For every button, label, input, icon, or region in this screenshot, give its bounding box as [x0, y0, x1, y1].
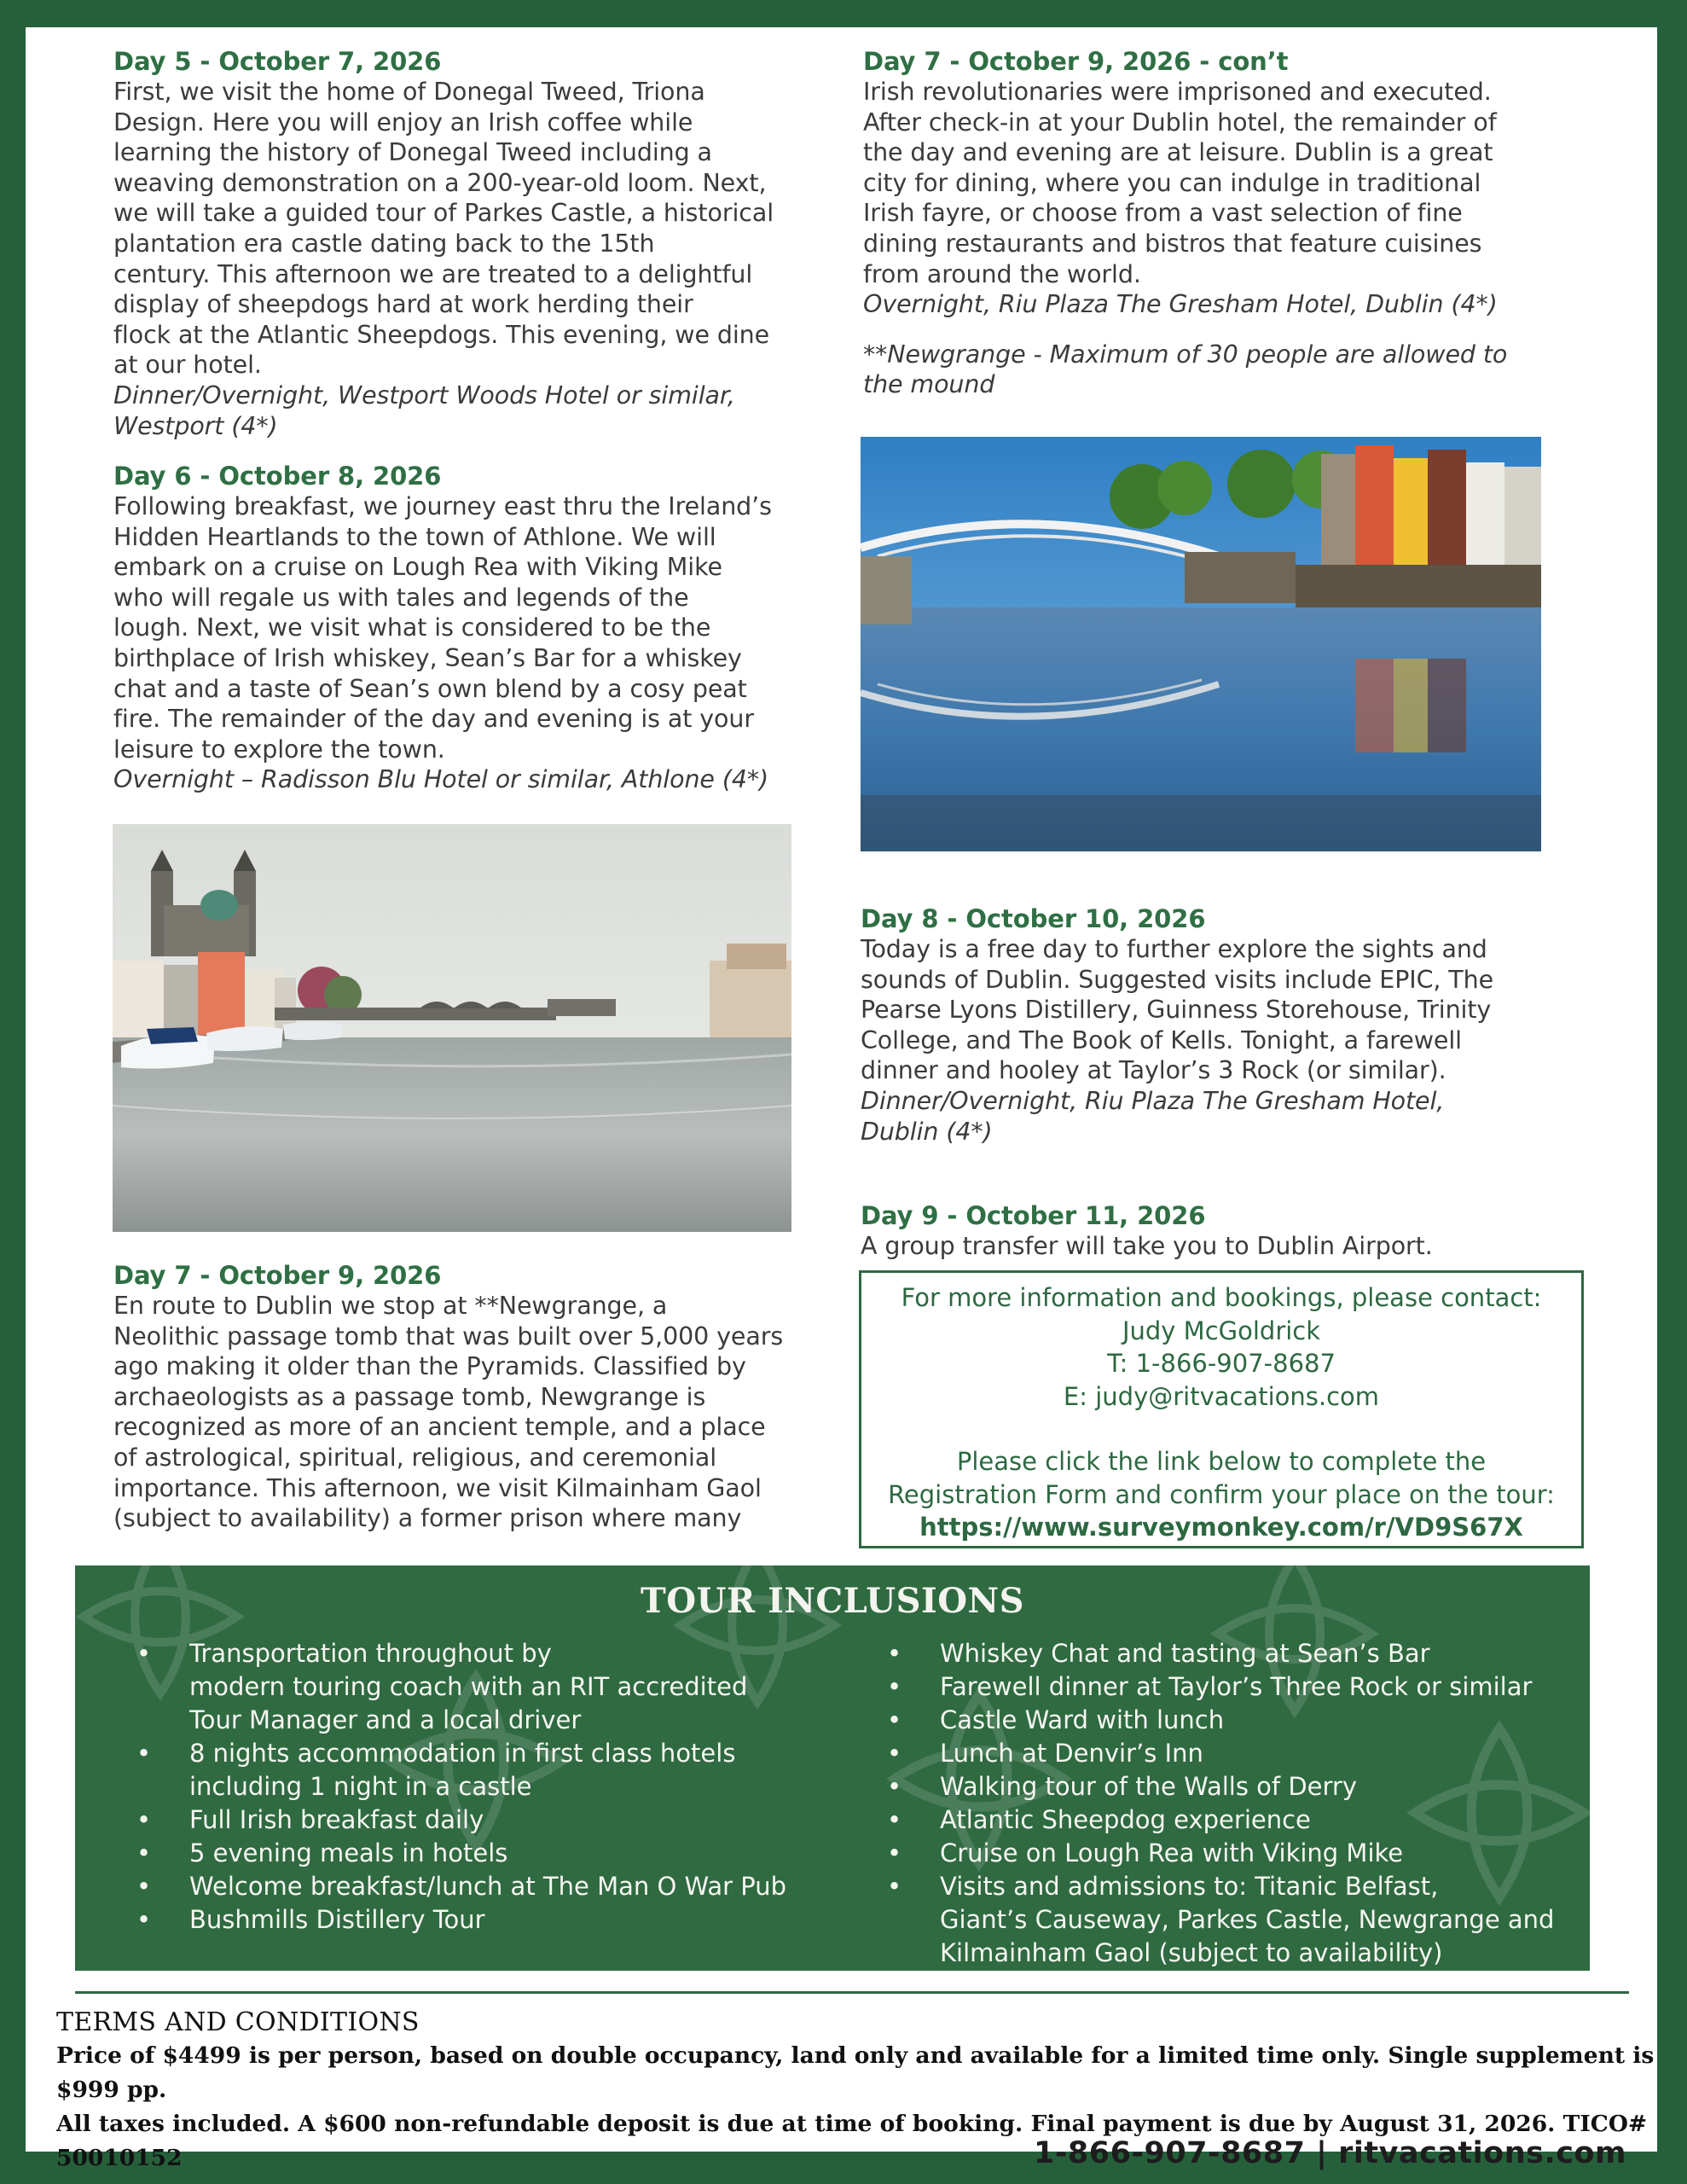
- day7-line: of astrological, spiritual, religious, and ceremonial: [113, 1443, 717, 1472]
- day5-stay-line: Dinner/Overnight, Westport Woods Hotel or similar,: [113, 380, 735, 410]
- inclusion-text: • 5 evening meals in hotels: [189, 1838, 508, 1867]
- dublin-illustration: [861, 437, 1541, 851]
- day7-line: archaeologists as a passage tomb, Newgrange is: [113, 1382, 706, 1411]
- newgrange-note-line: the mound: [863, 370, 995, 399]
- day6-line: chat and a taste of Sean’s own blend by a cosy peat: [113, 674, 747, 703]
- day9-section: [861, 1200, 1611, 1262]
- day7-cont-line: Irish fayre, or choose from a vast selection of fine: [863, 199, 1463, 228]
- inclusion-item: [887, 1770, 1569, 1804]
- day7-cont-line: from around the world.: [863, 259, 1141, 288]
- inclusion-text: Giant’s Causeway, Parkes Castle, Newgrange and: [940, 1905, 1555, 1934]
- inclusions-right-list: [887, 1637, 1569, 1970]
- day5-line: plantation era castle dating back to the 15th: [113, 229, 655, 258]
- contact-cta-line: Registration Form and confirm your place on the tour:: [888, 1479, 1555, 1509]
- day8-line: College, and The Book of Kells. Tonight, a farewell: [861, 1025, 1462, 1054]
- contact-heading: For more information and bookings, please contact:: [901, 1283, 1542, 1312]
- inclusion-text: • Full Irish breakfast daily: [189, 1805, 484, 1834]
- inclusion-text: • Welcome breakfast/lunch at The Man O War Pub: [189, 1872, 787, 1901]
- day7-line: Neolithic passage tomb that was built over 5,000 years: [113, 1321, 784, 1350]
- contact-cta-line: Please click the link below to complete the: [956, 1447, 1487, 1476]
- inclusion-item: [136, 1737, 836, 1804]
- day5-line: we will take a guided tour of Parkes Castle, a historical: [113, 199, 774, 228]
- contact-name: Judy McGoldrick: [1122, 1316, 1321, 1345]
- day5-line: flock at the Atlantic Sheepdogs. This evening, we dine: [113, 320, 770, 349]
- day7-cont-line: After check-in at your Dublin hotel, the remainder of: [863, 107, 1497, 136]
- contact-email[interactable]: E: judy@ritvacations.com: [1063, 1381, 1380, 1411]
- day9-line: A group transfer will take you to Dublin Airport.: [861, 1232, 1433, 1260]
- day7-cont-line: city for dining, where you can indulge in traditional: [863, 168, 1481, 197]
- inclusion-text: • Cruise on Lough Rea with Viking Mike: [940, 1838, 1404, 1867]
- inclusion-item: [887, 1870, 1569, 1970]
- inclusion-text: including 1 night in a castle: [189, 1772, 532, 1801]
- inclusion-item: [887, 1837, 1569, 1870]
- day5-line: at our hotel.: [113, 351, 262, 380]
- day6-line: birthplace of Irish whiskey, Sean’s Bar for a whiskey: [113, 643, 742, 672]
- day9-title: Day 9 - October 11, 2026: [861, 1201, 1206, 1230]
- inclusion-text: • Whiskey Chat and tasting at Sean’s Bar: [940, 1639, 1430, 1668]
- inclusion-text: Tour Manager and a local driver: [189, 1705, 582, 1734]
- athlone-illustration: [113, 824, 791, 1232]
- inclusion-item: [136, 1837, 836, 1870]
- day5-line: century. This afternoon we are treated to a delightful: [113, 259, 753, 288]
- day7-cont-line: dining restaurants and bistros that feature cuisines: [863, 229, 1482, 258]
- day6-line: lough. Next, we visit what is considered to be the: [113, 613, 711, 642]
- day8-title: Day 8 - October 10, 2026: [861, 904, 1206, 933]
- day6-line: leisure to explore the town.: [113, 735, 445, 764]
- inclusion-text: • Atlantic Sheepdog experience: [940, 1805, 1311, 1834]
- brochure-page: [26, 27, 1657, 2171]
- day7-cont-line: the day and evening are at leisure. Dublin is a great: [863, 138, 1493, 167]
- contact-spacer: [861, 1413, 1581, 1445]
- day8-line: sounds of Dublin. Suggested visits include EPIC, The: [861, 965, 1494, 994]
- day5-line: weaving demonstration on a 200-year-old loom. Next,: [113, 168, 767, 197]
- terms-line: Price of $4499 is per person, based on double occupancy, land only and available for a limited time only. Single supplement is $999 pp.: [56, 2042, 1655, 2103]
- day7-line: ago making it older than the Pyramids. Classified by: [113, 1352, 746, 1381]
- newgrange-note-line: **Newgrange - Maximum of 30 people are allowed to: [863, 340, 1508, 369]
- inclusion-text: Kilmainham Gaol (subject to availability): [940, 1938, 1443, 1967]
- dublin-photo: [861, 437, 1541, 851]
- day6-line: who will regale us with tales and legends of the: [113, 583, 689, 612]
- day5-title: Day 5 - October 7, 2026: [113, 47, 442, 76]
- day6-line: fire. The remainder of the day and evening is at your: [113, 705, 754, 734]
- day5-stay-line: Westport (4*): [113, 411, 278, 440]
- inclusion-text: • Bushmills Distillery Tour: [189, 1905, 485, 1934]
- day7-line: recognized as more of an ancient temple, and a place: [113, 1413, 766, 1442]
- inclusion-item: [887, 1637, 1569, 1670]
- inclusions-title: TOUR INCLUSIONS: [641, 1581, 1024, 1621]
- day5-body: [113, 77, 838, 380]
- day8-body: [861, 934, 1611, 1086]
- day5-line: learning the history of Donegal Tweed including a: [113, 138, 712, 167]
- inclusion-text: • Transportation throughout by: [189, 1639, 552, 1668]
- day8-line: Pearse Lyons Distillery, Guinness Storehouse, Trinity: [861, 996, 1492, 1025]
- contact-box: [859, 1270, 1584, 1548]
- day5-line: display of sheepdogs hard at work herding their: [113, 290, 693, 319]
- day7-cont-line: Irish revolutionaries were imprisoned and executed.: [863, 78, 1492, 106]
- day5-stay: [113, 380, 838, 441]
- day7-line: En route to Dublin we stop at **Newgrange, a: [113, 1292, 668, 1320]
- terms-line: All taxes included. A $600 non-refundable deposit is due at time of booking. Final payment is due by August 31, 2026. TICO# 50010152: [56, 2111, 1648, 2171]
- day6-line: Following breakfast, we journey east thru the Ireland’s: [113, 492, 772, 520]
- day7-cont-body: [863, 77, 1614, 289]
- terms-title: TERMS AND CONDITIONS: [56, 2007, 420, 2037]
- registration-link[interactable]: https://www.surveymonkey.com/r/VD9S67X: [919, 1513, 1523, 1542]
- day7-line: importance. This afternoon, we visit Kilmainham Gaol: [113, 1473, 762, 1502]
- contact-phone[interactable]: T: 1-866-907-8687: [1107, 1349, 1336, 1378]
- inclusion-text: • Farewell dinner at Taylor’s Three Rock or similar: [940, 1672, 1533, 1701]
- inclusions-left-list: [136, 1637, 836, 1937]
- day7-line: (subject to availability) a former prison where many: [113, 1504, 742, 1533]
- day8-stay-line: Dinner/Overnight, Riu Plaza The Gresham Hotel,: [861, 1086, 1445, 1115]
- day7-body: [113, 1291, 838, 1534]
- athlone-photo: [113, 824, 791, 1232]
- inclusion-item: [136, 1903, 836, 1937]
- terms-divider: [75, 1991, 1629, 1994]
- day5-line: Design. Here you will enjoy an Irish coffee while: [113, 107, 693, 136]
- day6-title: Day 6 - October 8, 2026: [113, 462, 442, 491]
- day8-stay-line: Dublin (4*): [861, 1117, 993, 1146]
- newgrange-note: [863, 340, 1614, 400]
- day6-section: [113, 461, 838, 795]
- day5-section: [113, 46, 838, 441]
- day8-line: dinner and hooley at Taylor’s 3 Rock (or similar).: [861, 1056, 1446, 1085]
- day8-line: Today is a free day to further explore the sights and: [861, 935, 1487, 963]
- inclusion-item: [136, 1804, 836, 1837]
- inclusion-item: [887, 1670, 1569, 1704]
- footer-contact[interactable]: 1-866-907-8687 | ritvacations.com: [1034, 2136, 1626, 2170]
- day7-cont-stay: Overnight, Riu Plaza The Gresham Hotel, Dublin (4*): [863, 290, 1498, 319]
- inclusion-item: [887, 1737, 1569, 1770]
- inclusion-text: • Castle Ward with lunch: [940, 1705, 1225, 1734]
- inclusion-item: [887, 1704, 1569, 1737]
- inclusion-text: • Visits and admissions to: Titanic Belfast,: [940, 1872, 1439, 1901]
- day5-line: First, we visit the home of Donegal Tweed, Triona: [113, 78, 705, 106]
- day6-stay: Overnight – Radisson Blu Hotel or similar, Athlone (4*): [113, 765, 769, 794]
- day6-body: [113, 491, 838, 764]
- inclusion-text: modern touring coach with an RIT accredited: [189, 1672, 748, 1701]
- day7-title: Day 7 - October 9, 2026: [113, 1261, 442, 1290]
- inclusion-text: • Walking tour of the Walls of Derry: [940, 1772, 1357, 1801]
- day7-cont-section: [863, 46, 1614, 400]
- inclusion-item: [887, 1804, 1569, 1837]
- day7-cont-title: Day 7 - October 9, 2026 - con’t: [863, 47, 1289, 76]
- tour-inclusions-panel: [75, 1565, 1590, 1971]
- day8-stay: [861, 1086, 1611, 1147]
- inclusion-item: [136, 1637, 836, 1737]
- day6-line: Hidden Heartlands to the town of Athlone. We will: [113, 522, 716, 551]
- day7-section: [113, 1260, 838, 1534]
- inclusion-text: • 8 nights accommodation in first class hotels: [189, 1739, 736, 1768]
- day6-line: embark on a cruise on Lough Rea with Viking Mike: [113, 553, 722, 582]
- inclusion-text: • Lunch at Denvir’s Inn: [940, 1739, 1203, 1768]
- inclusion-item: [136, 1870, 836, 1903]
- day8-section: [861, 903, 1611, 1147]
